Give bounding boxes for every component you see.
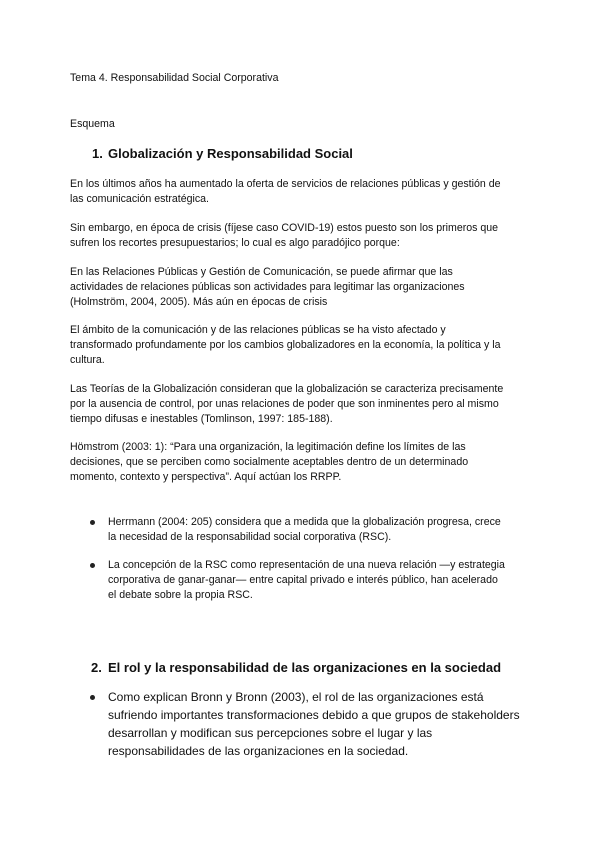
bullet-line: el debate sobre la propia RSC.	[108, 589, 253, 601]
section-1-heading: Globalización y Responsabilidad Social	[108, 146, 353, 161]
paragraph-line: Las Teorías de la Globalización consideran que la globalización se caracteriza precisamente	[70, 383, 504, 395]
paragraph-line: En las Relaciones Públicas y Gestión de Comunicación, se puede afirmar que las	[70, 266, 453, 278]
paragraph-line: por la ausencia de control, por unas relaciones de poder que son inminentes pero al mismo	[70, 398, 499, 410]
paragraph-line: El ámbito de la comunicación y de las relaciones públicas se ha visto afectado y	[70, 324, 446, 336]
paragraph-line: tiempo difusas e inestables (Tomlinson, 1997: 185-188).	[70, 413, 333, 425]
bullet-icon	[90, 563, 95, 568]
bullet-line: Herrmann (2004: 205) considera que a medida que la globalización progresa, crece	[108, 516, 501, 528]
bullet-line: La concepción de la RSC como representación de una nueva relación —y estrategia	[108, 559, 505, 571]
bullet-line: sufriendo importantes transformaciones debido a que grupos de stakeholders	[108, 708, 520, 722]
paragraph-line: (Holmström, 2004, 2005). Más aún en épocas de crisis	[70, 296, 328, 308]
section-1-number: 1.	[92, 146, 103, 161]
bullet-line: la necesidad de la responsabilidad social corporativa (RSC).	[108, 531, 392, 543]
paragraph-line: decisiones, que se perciben como socialmente aceptables dentro de un determinado	[70, 456, 469, 468]
outline-label: Esquema	[70, 118, 115, 130]
bullet-icon	[90, 695, 95, 700]
paragraph-line: las comunicación estratégica.	[70, 193, 209, 205]
bullet-line: corporativa de ganar-ganar— entre capital privado e interés público, han acelerado	[108, 574, 498, 586]
paragraph-line: transformado profundamente por los cambios globalizadores en la economía, la política y la	[70, 339, 501, 351]
paragraph-line: Hömstrom (2003: 1): “Para una organización, la legitimación define los límites de las	[70, 441, 466, 453]
paragraph-line: En los últimos años ha aumentado la oferta de servicios de relaciones públicas y gestión de	[70, 178, 501, 190]
paragraph-line: actividades de relaciones públicas son actividades para legitimar las organizaciones	[70, 281, 465, 293]
bullet-line: responsabilidades de las organizaciones en la sociedad.	[108, 744, 409, 758]
bullet-icon	[90, 520, 95, 525]
document-title: Tema 4. Responsabilidad Social Corporativa	[70, 72, 279, 84]
paragraph-line: cultura.	[70, 354, 105, 366]
paragraph-line: Sin embargo, en época de crisis (fíjese caso COVID-19) estos puesto son los primeros que	[70, 222, 499, 234]
bullet-line: desarrollan y modifican sus percepciones sobre el lugar y las	[108, 726, 433, 740]
paragraph-line: sufren los recortes presupuestarios; lo cual es algo paradójico porque:	[70, 237, 400, 249]
section-2-heading: El rol y la responsabilidad de las organizaciones en la sociedad	[108, 660, 502, 675]
bullet-line: Como explican Bronn y Bronn (2003), el rol de las organizaciones está	[108, 690, 484, 704]
section-2-number: 2.	[91, 660, 102, 675]
paragraph-line: momento, contexto y perspectiva”. Aquí actúan los RRPP.	[70, 471, 342, 483]
